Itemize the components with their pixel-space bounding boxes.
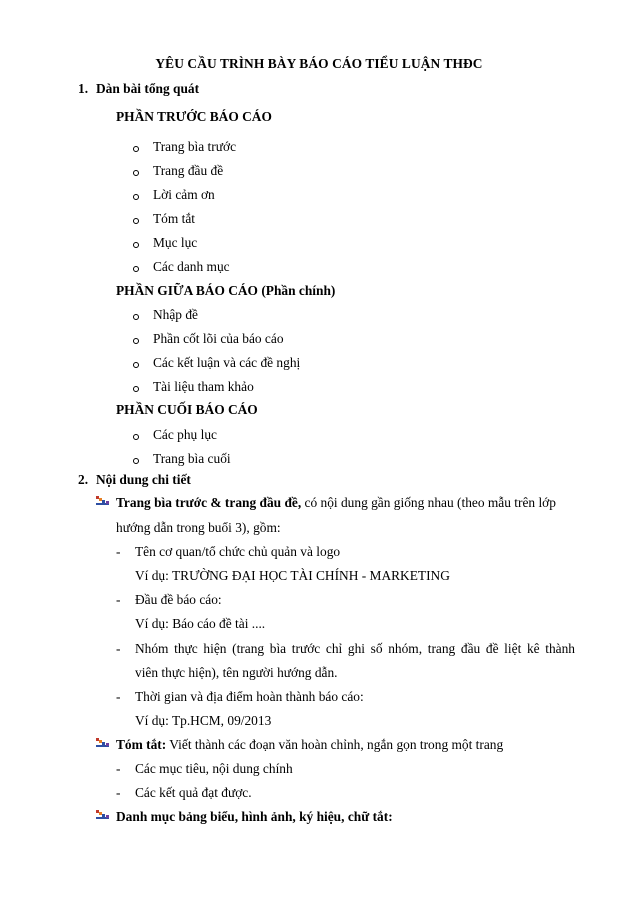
dash-item-5: Các mục tiêu, nội dung chính [135,761,293,776]
example-1: Ví dụ: TRƯỜNG ĐẠI HỌC TÀI CHÍNH - MARKETING [135,568,450,583]
list-item: Nhập đề [153,307,198,322]
dash-bullet: - [116,689,121,704]
group-middle-heading: PHẦN GIỮA BÁO CÁO (Phần chính) [116,283,336,298]
circle-bullet-icon [133,146,139,152]
list-item: Lời cảm ơn [153,187,215,202]
list-item: Trang đầu đề [153,163,224,178]
list-item: Trang bìa trước [153,139,237,154]
list-item: Các phụ lục [153,427,217,442]
block-2-line [116,736,503,754]
dash-item-2: Đầu đề báo cáo: [135,592,222,607]
block-2-bold: Tóm tắt: [116,737,167,752]
dash-bullet: - [116,641,121,656]
dash-item-3-line-2: viên thực hiện), tên người hướng dẫn. [135,665,338,680]
dash-item-4: Thời gian và địa điểm hoàn thành báo cáo: [135,689,364,704]
list-item: Trang bìa cuối [153,451,231,466]
block-1-bold: Trang bìa trước & trang đầu đề, [116,495,302,510]
document-title: YÊU CẦU TRÌNH BÀY BÁO CÁO TIỂU LUẬN THĐC [155,56,483,71]
block-2-text: Viết thành các đoạn văn hoàn chỉnh, ngắn gọn trong một trang [166,737,504,752]
arrow-bullet-icon [96,809,110,821]
circle-bullet-icon [133,266,139,272]
dash-item-1: Tên cơ quan/tổ chức chủ quản và logo [135,544,341,559]
circle-bullet-icon [133,194,139,200]
circle-bullet-icon [133,314,139,320]
group-front-heading: PHẦN TRƯỚC BÁO CÁO [116,109,272,124]
section-2-number: 2. [78,472,89,487]
block-3-bold: Danh mục bảng biểu, hình ảnh, ký hiệu, chữ tắt: [116,809,393,824]
section-2-title: Nội dung chi tiết [96,472,191,487]
dash-item-6: Các kết quả đạt được. [135,785,252,800]
list-item: Tài liệu tham khảo [153,379,254,394]
block-1-text: có nội dung gần giống nhau (theo mẫu trên lớp [301,495,556,510]
circle-bullet-icon [133,458,139,464]
list-item: Phần cốt lõi của báo cáo [153,331,284,346]
dash-bullet: - [116,785,121,800]
section-1-number: 1. [78,81,89,96]
example-4: Ví dụ: Tp.HCM, 09/2013 [135,713,272,728]
circle-bullet-icon [133,362,139,368]
circle-bullet-icon [133,338,139,344]
section-1-heading [78,80,200,98]
dash-item-3-line-1: Nhóm thực hiện (trang bìa trước chỉ ghi số nhóm, trang đầu đề liệt kê thành [135,641,575,656]
circle-bullet-icon [133,386,139,392]
list-item: Tóm tắt [153,211,196,226]
circle-bullet-icon [133,218,139,224]
circle-bullet-icon [133,242,139,248]
dash-bullet: - [116,544,121,559]
example-2: Ví dụ: Báo cáo đề tài .... [135,616,266,631]
section-2-heading [78,471,191,489]
dash-bullet: - [116,761,121,776]
list-item: Các danh mục [153,259,230,274]
circle-bullet-icon [133,170,139,176]
arrow-bullet-icon [96,737,110,749]
arrow-bullet-icon [96,495,110,507]
group-end-heading: PHẦN CUỐI BÁO CÁO [116,402,258,417]
list-item: Mục lục [153,235,198,250]
block-1-line-1 [116,494,556,512]
dash-bullet: - [116,592,121,607]
section-1-title: Dàn bài tổng quát [96,81,200,96]
circle-bullet-icon [133,434,139,440]
block-1-line-2: hướng dẫn trong buổi 3), gồm: [116,520,281,535]
list-item: Các kết luận và các đề nghị [153,355,301,370]
